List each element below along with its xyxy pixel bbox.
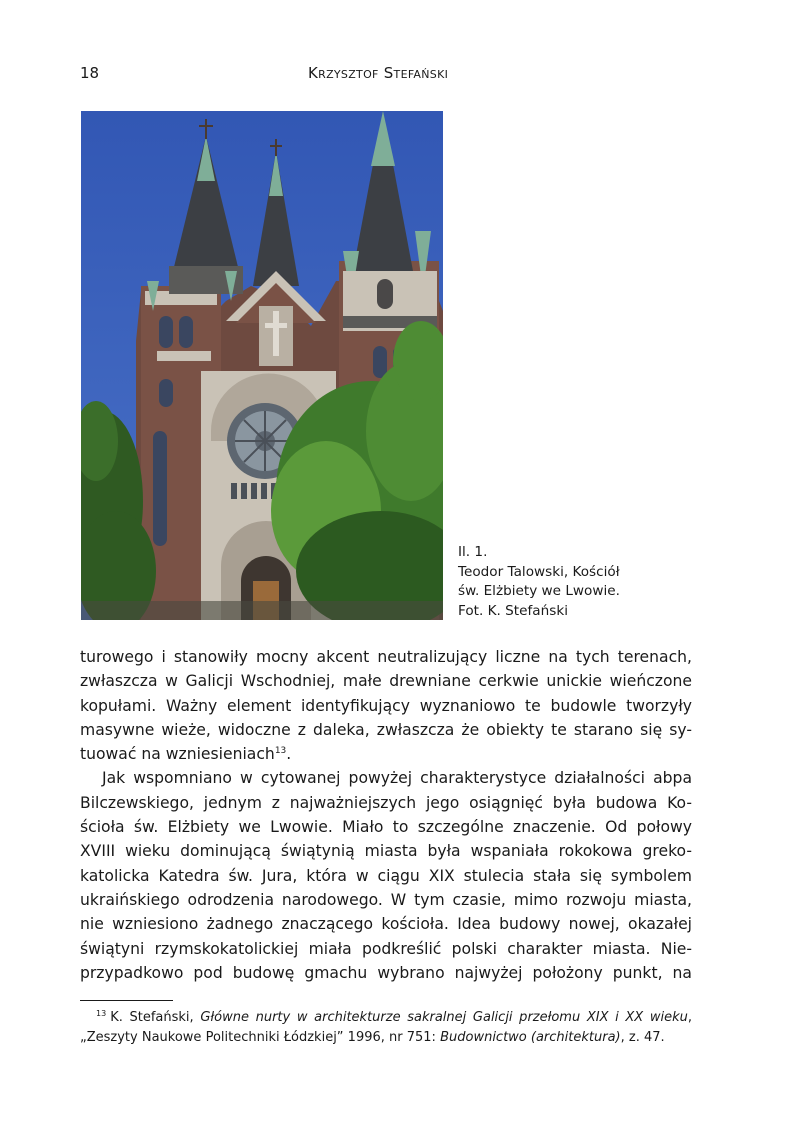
running-head <box>80 64 692 86</box>
text-line: ścioła św. Elżbiety we Lwowie. Miało to szczególne znaczenie. Od połowy <box>80 818 692 837</box>
paragraph <box>80 766 692 985</box>
text-line: nie wzniesiono żadnego znaczącego kościoła. Idea budowy nowej, okazałej <box>80 915 692 934</box>
footnote-reference[interactable]: 13 <box>274 746 287 757</box>
text-line: kopułami. Ważny element identyfikujący wyznaniowo te budowle tworzyły <box>80 696 692 715</box>
footnote-line <box>80 1028 692 1048</box>
caption-line: Teodor Talowski, Kościół <box>458 563 620 580</box>
caption-credit: Fot. K. Stefański <box>458 602 568 619</box>
footnote-number: 13 <box>96 1009 107 1018</box>
footnote <box>80 1008 692 1047</box>
caption-line: św. Elżbiety we Lwowie. <box>458 583 620 599</box>
text-segment: tuować na wzniesieniach <box>80 745 275 764</box>
footnote-author: K. Stefański, <box>110 1010 194 1025</box>
text-line: Bilczewskiego, jednym z najważniejszych jego osiągnięć była budowa Ko- <box>80 793 692 812</box>
text-line: turowego i stanowiły mocny akcent neutralizujący liczne na tych terenach, <box>80 648 692 666</box>
text-line: przypadkowo pod budowę gmachu wybrano najwyżej położony punkt, na <box>80 963 692 982</box>
church-photo <box>81 111 443 620</box>
text-line: zwłaszcza w Galicji Wschodniej, małe drewniane cerkwie unickie wieńczone <box>80 672 692 691</box>
text-line <box>80 742 692 766</box>
footnote-series: Budownictwo (architektura) <box>440 1029 621 1045</box>
text-segment: , <box>687 1010 692 1025</box>
page-number: 18 <box>80 64 100 82</box>
body-text <box>80 645 692 985</box>
text-segment: . <box>286 745 292 764</box>
text-line: świątyni rzymskokatolickiej miała podkreślić polski charakter miasta. Nie- <box>80 939 692 958</box>
footnote-title: Główne nurty w architekturze sakralnej Galicji przełomu XIX i XX wieku <box>200 1010 688 1025</box>
text-line: ukraińskiego odrodzenia narodowego. W tym czasie, mimo rozwoju miasta, <box>80 890 692 909</box>
figure-caption <box>458 543 620 621</box>
text-line: masywne wieże, widoczne z daleka, zwłaszcza że obiekty te starano się sy- <box>80 720 692 739</box>
text-segment: , z. 47. <box>620 1029 665 1045</box>
text-line: Jak wspomniano w cytowanej powyżej charakterystyce działalności abpa <box>102 769 692 788</box>
text-line: katolicka Katedra św. Jura, która w ciągu XIX stulecia stała się symbolem <box>80 866 692 885</box>
church-photo-illustration <box>81 111 443 620</box>
footnote-separator <box>80 1000 173 1001</box>
caption-label: Il. 1. <box>458 544 488 560</box>
running-head-author: Krzysztof Stefański <box>308 64 449 82</box>
text-line: XVIII wieku dominującą świątynią miasta była wspaniała rokokowa greko- <box>80 842 692 861</box>
paragraph <box>80 645 692 766</box>
footnote-line <box>80 1008 692 1028</box>
footnote-journal: „Zeszyty Naukowe Politechniki Łódzkiej” 1996, nr 751: <box>80 1029 436 1045</box>
